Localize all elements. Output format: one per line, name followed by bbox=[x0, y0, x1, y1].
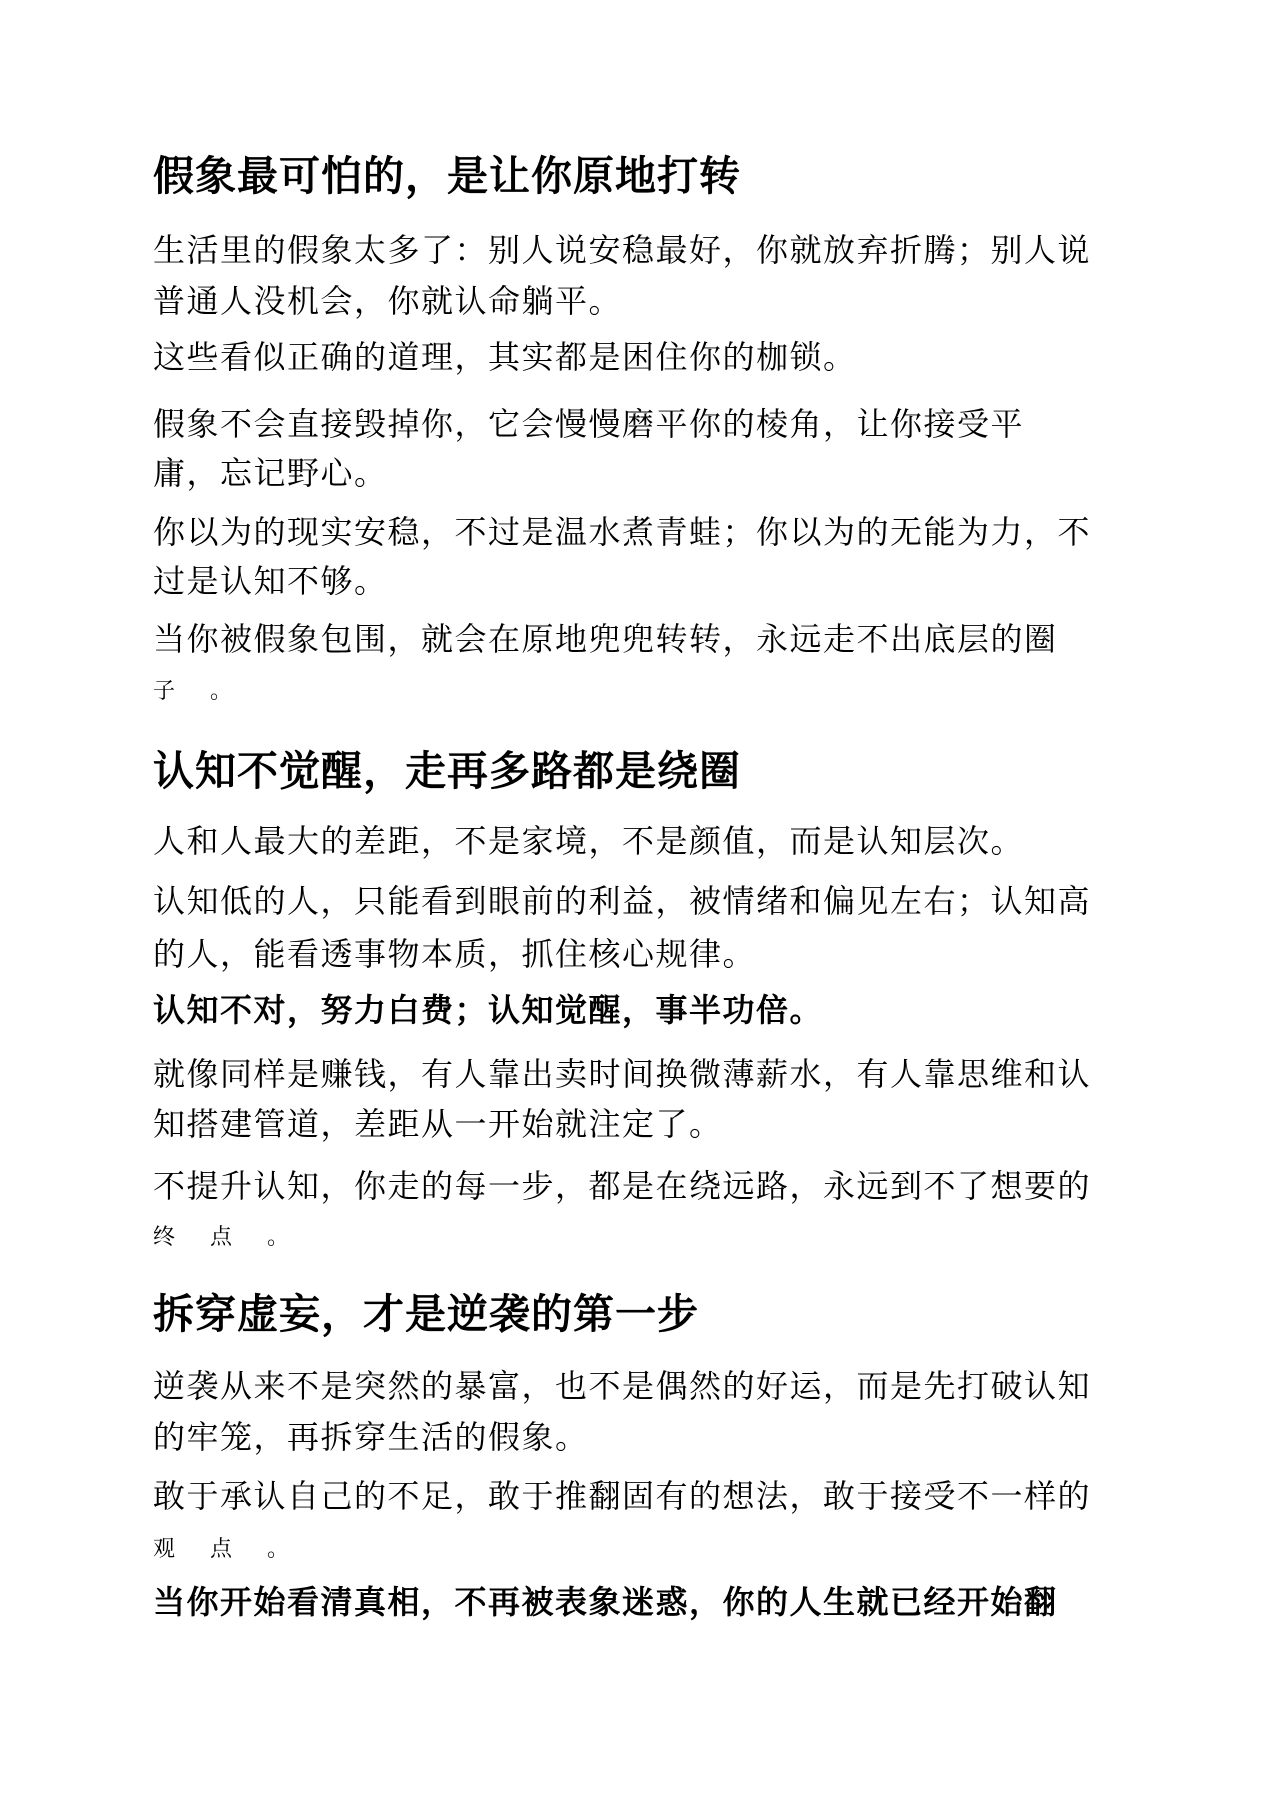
paragraph-line: 子 。 bbox=[153, 679, 246, 704]
paragraph-line: 的牢笼，再拆穿生活的假象。 bbox=[153, 1418, 589, 1456]
paragraph-line: 过是认知不够。 bbox=[153, 562, 388, 600]
paragraph-line: 观 点 。 bbox=[153, 1537, 303, 1562]
section-heading-1: 假象最可怕的，是让你原地打转 bbox=[153, 152, 741, 200]
paragraph-line: 认知低的人，只能看到眼前的利益，被情绪和偏见左右；认知高 bbox=[153, 882, 1092, 920]
paragraph-line: 知搭建管道，差距从一开始就注定了。 bbox=[153, 1105, 723, 1143]
paragraph-line: 假象不会直接毁掉你，它会慢慢磨平你的棱角，让你接受平 bbox=[153, 405, 1025, 443]
paragraph-line: 庸，忘记野心。 bbox=[153, 454, 388, 492]
paragraph-line: 你以为的现实安稳，不过是温水煮青蛙；你以为的无能为力，不 bbox=[153, 513, 1092, 551]
paragraph-line: 当你被假象包围，就会在原地兜兜转转，永远走不出底层的圈 bbox=[153, 620, 1058, 658]
paragraph-line: 逆袭从来不是突然的暴富，也不是偶然的好运，而是先打破认知 bbox=[153, 1367, 1092, 1405]
paragraph-line: 生活里的假象太多了：别人说安稳最好，你就放弃折腾；别人说 bbox=[153, 231, 1092, 269]
bold-paragraph-line: 认知不对，努力白费；认知觉醒，事半功倍。 bbox=[153, 991, 824, 1029]
paragraph-line: 人和人最大的差距，不是家境，不是颜值，而是认知层次。 bbox=[153, 822, 1025, 860]
paragraph-line: 这些看似正确的道理，其实都是困住你的枷锁。 bbox=[153, 338, 857, 376]
paragraph-line: 不提升认知，你走的每一步，都是在绕远路，永远到不了想要的 bbox=[153, 1167, 1092, 1205]
paragraph-line: 就像同样是赚钱，有人靠出卖时间换微薄薪水，有人靠思维和认 bbox=[153, 1055, 1092, 1093]
section-heading-3: 拆穿虚妄，才是逆袭的第一步 bbox=[153, 1290, 699, 1338]
paragraph-line: 终 点 。 bbox=[153, 1225, 303, 1250]
paragraph-line: 的人，能看透事物本质，抓住核心规律。 bbox=[153, 935, 757, 973]
paragraph-line: 敢于承认自己的不足，敢于推翻固有的想法，敢于接受不一样的 bbox=[153, 1477, 1092, 1515]
section-heading-2: 认知不觉醒，走再多路都是绕圈 bbox=[153, 747, 741, 795]
paragraph-line: 普通人没机会，你就认命躺平。 bbox=[153, 282, 623, 320]
bold-paragraph-line: 当你开始看清真相，不再被表象迷惑，你的人生就已经开始翻 bbox=[153, 1583, 1058, 1621]
